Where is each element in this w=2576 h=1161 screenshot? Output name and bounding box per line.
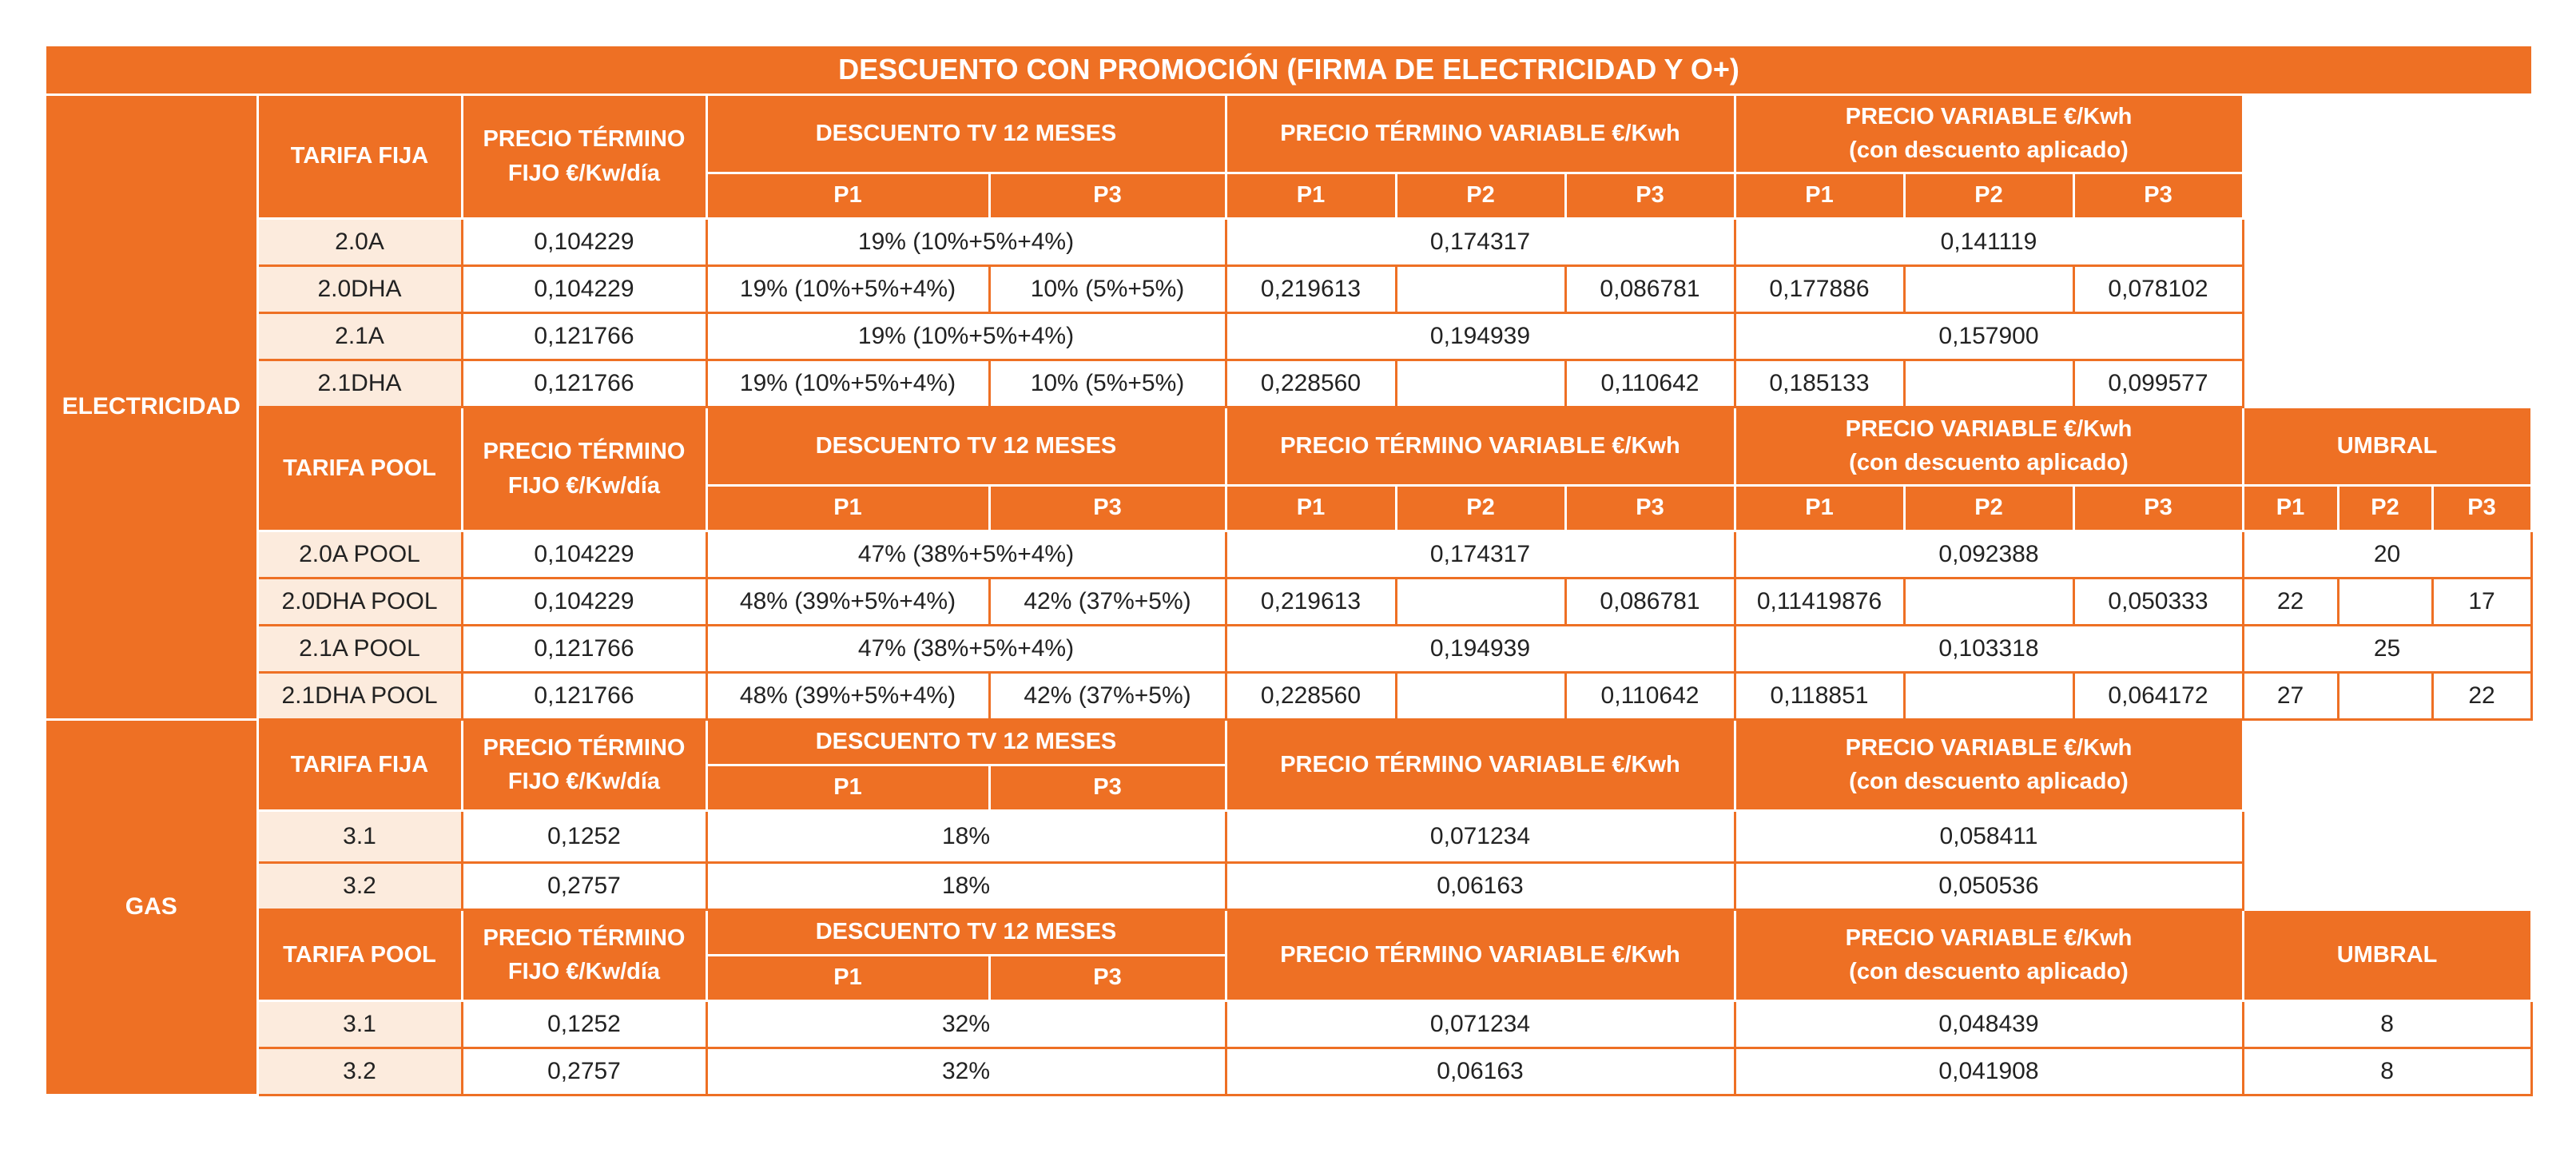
table-row [46, 265, 2531, 312]
header-umbral: UMBRAL [2243, 909, 2531, 1000]
umbral-cell: 8 [2243, 1048, 2531, 1095]
table-row [46, 625, 2531, 672]
header-descuento-tv: DESCUENTO TV 12 MESES [706, 909, 1226, 955]
header-precio-descuento-line1: PRECIO VARIABLE €/Kwh [1845, 415, 2133, 442]
header-precio-fijo-line1: PRECIO TÉRMINO [483, 734, 686, 761]
precio-variable-p3-cell: 0,110642 [1565, 360, 1735, 407]
precio-descuento-p3-cell: 0,050333 [2073, 578, 2243, 625]
umbral-cell: 25 [2243, 625, 2531, 672]
tarifa-label: 2.1A POOL [257, 625, 462, 672]
header-precio-variable: PRECIO TÉRMINO VARIABLE €/Kwh [1226, 909, 1735, 1000]
header-p3: P3 [989, 485, 1226, 531]
header-umbral-p2: P2 [2338, 485, 2432, 531]
precio-descuento-cell: 0,048439 [1735, 1000, 2243, 1048]
header-p1: P1 [706, 173, 989, 218]
gas-fija-header-row [46, 719, 2531, 765]
header-p2: P2 [1904, 485, 2073, 531]
descuento-p3-cell: 42% (37%+5%) [989, 578, 1226, 625]
descuento-p1-cell: 19% (10%+5%+4%) [706, 265, 989, 312]
table-row [46, 862, 2531, 909]
table-row [46, 312, 2531, 360]
precio-descuento-p1-cell: 0,11419876 [1735, 578, 1904, 625]
header-precio-fijo-line1: PRECIO TÉRMINO [483, 924, 686, 951]
header-precio-fijo-line2: FIJO €/Kw/día [507, 959, 661, 984]
precio-descuento-cell: 0,157900 [1735, 312, 2243, 360]
precio-variable-cell: 0,071234 [1226, 1000, 1735, 1048]
precio-descuento-cell: 0,050536 [1735, 862, 2243, 909]
descuento-cell: 47% (38%+5%+4%) [706, 625, 1226, 672]
header-umbral-p3: P3 [2432, 485, 2531, 531]
header-p2: P2 [1396, 485, 1565, 531]
descuento-p1-cell: 48% (39%+5%+4%) [706, 672, 989, 719]
precio-descuento-p2-cell [1904, 672, 2073, 719]
header-precio-variable: PRECIO TÉRMINO VARIABLE €/Kwh [1226, 719, 1735, 810]
precio-descuento-p2-cell [1904, 360, 2073, 407]
header-tarifa-pool: TARIFA POOL [257, 909, 462, 1000]
precio-fijo-cell: 0,2757 [462, 1048, 706, 1095]
header-p1: P1 [706, 485, 989, 531]
precio-descuento-p2-cell [1904, 265, 2073, 312]
header-precio-fijo-line2: FIJO €/Kw/día [507, 472, 661, 499]
descuento-cell: 19% (10%+5%+4%) [706, 312, 1226, 360]
tarifa-label: 3.1 [257, 1000, 462, 1048]
header-precio-descuento-line2: (con descuento aplicado) [1849, 769, 2129, 794]
descuento-p3-cell: 42% (37%+5%) [989, 672, 1226, 719]
header-descuento-tv: DESCUENTO TV 12 MESES [706, 719, 1226, 765]
umbral-cell: 8 [2243, 1000, 2531, 1048]
header-p3: P3 [1565, 485, 1735, 531]
header-tarifa-fija: TARIFA FIJA [257, 719, 462, 810]
umbral-p2-cell [2338, 578, 2432, 625]
descuento-cell: 32% [706, 1000, 1226, 1048]
header-precio-descuento [1735, 407, 2243, 485]
header-precio-descuento-line1: PRECIO VARIABLE €/Kwh [1845, 103, 2133, 129]
elec-pool-header-row [46, 407, 2531, 485]
header-precio-descuento [1735, 94, 2243, 173]
header-p1: P1 [706, 765, 989, 810]
tarifa-label: 2.1DHA POOL [257, 672, 462, 719]
precio-descuento-p1-cell: 0,177886 [1735, 265, 1904, 312]
header-p1: P1 [1226, 485, 1396, 531]
descuento-p3-cell: 10% (5%+5%) [989, 360, 1226, 407]
header-p2: P2 [1904, 173, 2073, 218]
header-p3: P3 [2073, 173, 2243, 218]
precio-variable-p2-cell [1396, 360, 1565, 407]
tarifa-label: 3.1 [257, 810, 462, 862]
precio-fijo-cell: 0,121766 [462, 625, 706, 672]
table-row [46, 578, 2531, 625]
descuento-cell: 18% [706, 810, 1226, 862]
descuento-cell: 19% (10%+5%+4%) [706, 218, 1226, 265]
precio-variable-p3-cell: 0,110642 [1565, 672, 1735, 719]
tarifa-label: 2.1A [257, 312, 462, 360]
header-p3: P3 [989, 173, 1226, 218]
precio-variable-cell: 0,06163 [1226, 1048, 1735, 1095]
tariff-table [46, 46, 2533, 1096]
precio-variable-p1-cell: 0,219613 [1226, 578, 1396, 625]
header-precio-fijo-line1: PRECIO TÉRMINO [483, 126, 686, 153]
header-precio-variable: PRECIO TÉRMINO VARIABLE €/Kwh [1226, 94, 1735, 173]
table-row [46, 1000, 2531, 1048]
precio-fijo-cell: 0,1252 [462, 1000, 706, 1048]
empty-space [2243, 94, 2531, 407]
precio-descuento-cell: 0,103318 [1735, 625, 2243, 672]
title-row [46, 46, 2531, 94]
header-p3: P3 [2073, 485, 2243, 531]
header-precio-fijo [462, 94, 706, 218]
precio-fijo-cell: 0,121766 [462, 312, 706, 360]
header-precio-descuento [1735, 909, 2243, 1000]
precio-descuento-p2-cell [1904, 578, 2073, 625]
precio-variable-cell: 0,194939 [1226, 625, 1735, 672]
descuento-p3-cell: 10% (5%+5%) [989, 265, 1226, 312]
precio-descuento-p1-cell: 0,118851 [1735, 672, 1904, 719]
precio-variable-cell: 0,06163 [1226, 862, 1735, 909]
table-title: DESCUENTO CON PROMOCIÓN (FIRMA DE ELECTRICIDAD Y O+) [46, 46, 2531, 94]
header-p3: P3 [989, 765, 1226, 810]
header-descuento-tv: DESCUENTO TV 12 MESES [706, 94, 1226, 173]
precio-fijo-cell: 0,104229 [462, 531, 706, 578]
umbral-p3-cell: 22 [2432, 672, 2531, 719]
precio-variable-p2-cell [1396, 265, 1565, 312]
precio-variable-cell: 0,174317 [1226, 218, 1735, 265]
header-tarifa-fija: TARIFA FIJA [257, 94, 462, 218]
precio-variable-p1-cell: 0,228560 [1226, 672, 1396, 719]
precio-fijo-cell: 0,1252 [462, 810, 706, 862]
header-precio-fijo [462, 407, 706, 531]
precio-variable-p1-cell: 0,219613 [1226, 265, 1396, 312]
precio-fijo-cell: 0,2757 [462, 862, 706, 909]
header-umbral-p1: P1 [2243, 485, 2338, 531]
precio-variable-p2-cell [1396, 578, 1565, 625]
header-precio-fijo [462, 719, 706, 810]
header-umbral: UMBRAL [2243, 407, 2531, 485]
header-p1: P1 [1226, 173, 1396, 218]
table-row [46, 1048, 2531, 1095]
header-p3: P3 [989, 955, 1226, 1000]
precio-descuento-cell: 0,141119 [1735, 218, 2243, 265]
header-precio-descuento [1735, 719, 2243, 810]
precio-fijo-cell: 0,121766 [462, 672, 706, 719]
section-electricidad: ELECTRICIDAD [46, 94, 257, 719]
descuento-cell: 32% [706, 1048, 1226, 1095]
tarifa-label: 3.2 [257, 1048, 462, 1095]
header-p3: P3 [1565, 173, 1735, 218]
precio-descuento-p3-cell: 0,078102 [2073, 265, 2243, 312]
umbral-p1-cell: 22 [2243, 578, 2338, 625]
header-precio-fijo-line2: FIJO €/Kw/día [507, 160, 661, 186]
precio-fijo-cell: 0,104229 [462, 578, 706, 625]
tarifa-label: 2.1DHA [257, 360, 462, 407]
header-precio-descuento-line2: (con descuento aplicado) [1849, 137, 2129, 163]
table-row [46, 810, 2531, 862]
precio-variable-p2-cell [1396, 672, 1565, 719]
table-row [46, 218, 2531, 265]
tarifa-label: 2.0A POOL [257, 531, 462, 578]
precio-fijo-cell: 0,121766 [462, 360, 706, 407]
tarifa-label: 2.0DHA [257, 265, 462, 312]
header-precio-descuento-line2: (con descuento aplicado) [1849, 959, 2129, 984]
precio-descuento-p1-cell: 0,185133 [1735, 360, 1904, 407]
tarifa-label: 3.2 [257, 862, 462, 909]
table-row [46, 672, 2531, 719]
section-gas: GAS [46, 719, 257, 1095]
header-p2: P2 [1396, 173, 1565, 218]
header-precio-fijo [462, 909, 706, 1000]
header-p1: P1 [1735, 485, 1904, 531]
header-precio-descuento-line1: PRECIO VARIABLE €/Kwh [1845, 924, 2133, 951]
tariff-table-container [46, 46, 2531, 1096]
precio-fijo-cell: 0,104229 [462, 265, 706, 312]
descuento-cell: 47% (38%+5%+4%) [706, 531, 1226, 578]
header-p1: P1 [706, 955, 989, 1000]
precio-variable-cell: 0,194939 [1226, 312, 1735, 360]
header-descuento-tv: DESCUENTO TV 12 MESES [706, 407, 1226, 485]
elec-fija-header-row [46, 94, 2531, 173]
precio-variable-p3-cell: 0,086781 [1565, 578, 1735, 625]
descuento-p1-cell: 19% (10%+5%+4%) [706, 360, 989, 407]
header-precio-variable: PRECIO TÉRMINO VARIABLE €/Kwh [1226, 407, 1735, 485]
header-precio-descuento-line2: (con descuento aplicado) [1849, 450, 2129, 475]
header-precio-fijo-line2: FIJO €/Kw/día [507, 769, 661, 794]
precio-descuento-cell: 0,041908 [1735, 1048, 2243, 1095]
descuento-p1-cell: 48% (39%+5%+4%) [706, 578, 989, 625]
header-precio-descuento-line1: PRECIO VARIABLE €/Kwh [1845, 734, 2133, 761]
precio-variable-p3-cell: 0,086781 [1565, 265, 1735, 312]
table-row [46, 531, 2531, 578]
tarifa-label: 2.0A [257, 218, 462, 265]
umbral-p1-cell: 27 [2243, 672, 2338, 719]
empty-space [2243, 719, 2531, 909]
precio-variable-cell: 0,174317 [1226, 531, 1735, 578]
descuento-cell: 18% [706, 862, 1226, 909]
gas-pool-header-row [46, 909, 2531, 955]
precio-descuento-cell: 0,092388 [1735, 531, 2243, 578]
umbral-p3-cell: 17 [2432, 578, 2531, 625]
precio-descuento-p3-cell: 0,099577 [2073, 360, 2243, 407]
precio-variable-cell: 0,071234 [1226, 810, 1735, 862]
precio-descuento-cell: 0,058411 [1735, 810, 2243, 862]
umbral-cell: 20 [2243, 531, 2531, 578]
header-p1: P1 [1735, 173, 1904, 218]
table-row [46, 360, 2531, 407]
tarifa-label: 2.0DHA POOL [257, 578, 462, 625]
precio-descuento-p3-cell: 0,064172 [2073, 672, 2243, 719]
precio-fijo-cell: 0,104229 [462, 218, 706, 265]
header-precio-fijo-line1: PRECIO TÉRMINO [483, 439, 686, 465]
header-tarifa-pool: TARIFA POOL [257, 407, 462, 531]
precio-variable-p1-cell: 0,228560 [1226, 360, 1396, 407]
umbral-p2-cell [2338, 672, 2432, 719]
